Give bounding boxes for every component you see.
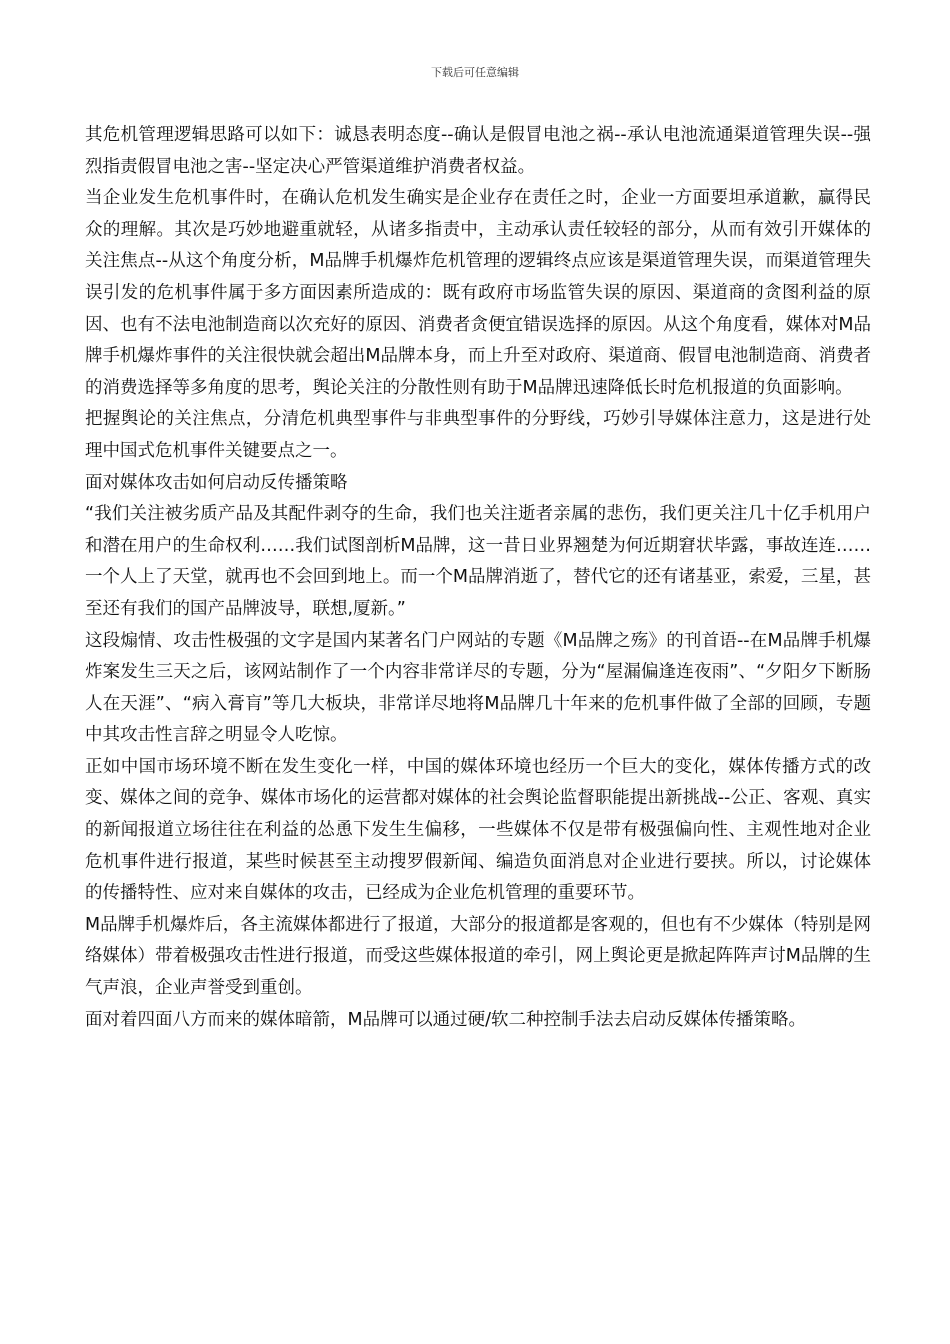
- section-heading: 面对媒体攻击如何启动反传播策略: [85, 472, 348, 493]
- paragraph: 把握舆论的关注焦点，分清危机典型事件与非典型事件的分野线，巧妙引导媒体注意力，这是进行处理中国式危机事件关键要点之一。: [85, 409, 871, 461]
- paragraph: 当企业发生危机事件时，在确认危机发生确实是企业存在责任之时，企业一方面要坦承道歉，赢得民众的理解。其次是巧妙地避重就轻，从诸多指责中，主动承认责任较轻的部分，从而有效引开媒体的关注焦点--从这个角度分析，M品牌手机爆炸危机管理的逻辑终点应该是渠道管理失误，而渠道管理失误引发的危机事件属于多方面因素所造成的：既有政府市场监管失误的原因、渠道商的贪图利益的原因、也有不法电池制造商以次充好的原因、消费者贪便宜错误选择的原因。从这个角度看，媒体对M品牌手机爆炸事件的关注很快就会超出M品牌本身，而上升至对政府、渠道商、假冒电池制造商、消费者的消费选择等多角度的思考，舆论关注的分散性则有助于M品牌迅速降低长时危机报道的负面影响。: [85, 188, 871, 398]
- paragraph: 正如中国市场环境不断在发生变化一样，中国的媒体环境也经历一个巨大的变化，媒体传播方式的改变、媒体之间的竞争、媒体市场化的运营都对媒体的社会舆论监督职能提出新挑战--公正、客观、真实的新闻报道立场往往在利益的怂恿下发生生偏移，一些媒体不仅是带有极强偏向性、主观性地对企业危机事件进行报道，某些时候甚至主动搜罗假新闻、编造负面消息对企业进行要挟。所以，讨论媒体的传播特性、应对来自媒体的攻击，已经成为企业危机管理的重要环节。: [85, 756, 871, 904]
- paragraph: 面对着四面八方而来的媒体暗箭，M品牌可以通过硬/软二种控制手法去启动反媒体传播策略。: [85, 1009, 806, 1030]
- page-header: 下载后可任意编辑: [431, 66, 519, 79]
- paragraph: M品牌手机爆炸后，各主流媒体都进行了报道，大部分的报道都是客观的，但也有不少媒体（特别是网络媒体）带着极强攻击性进行报道，而受这些媒体报道的牵引，网上舆论更是掀起阵阵声讨M品牌的生气声浪，企业声誉受到重创。: [85, 914, 871, 999]
- paragraph: 其危机管理逻辑思路可以如下：诚恳表明态度--确认是假冒电池之祸--承认电池流通渠道管理失误--强烈指责假冒电池之害--坚定决心严管渠道维护消费者权益。: [85, 125, 871, 177]
- paragraph: 这段煽情、攻击性极强的文字是国内某著名门户网站的专题《M品牌之殇》的刊首语--在M品牌手机爆炸案发生三天之后，该网站制作了一个内容非常详尽的专题，分为“屋漏偏逢连夜雨”、“夕阳夕下断肠人在天涯”、“病入膏肓”等几大板块，非常详尽地将M品牌几十年来的危机事件做了全部的回顾，专题中其攻击性言辞之明显令人吃惊。: [85, 630, 871, 746]
- document-body: [85, 120, 871, 1036]
- quote-paragraph: “我们关注被劣质产品及其配件剥夺的生命，我们也关注逝者亲属的悲伤，我们更关注几十亿手机用户和潜在用户的生命权利……我们试图剖析M品牌，这一昔日业界翘楚为何近期窘状毕露，事故连连……一个人上了天堂，就再也不会回到地上。而一个M品牌消逝了，替代它的还有诸基亚，索爱，三星，甚至还有我们的国产品牌波导，联想,厦新。”: [85, 504, 871, 619]
